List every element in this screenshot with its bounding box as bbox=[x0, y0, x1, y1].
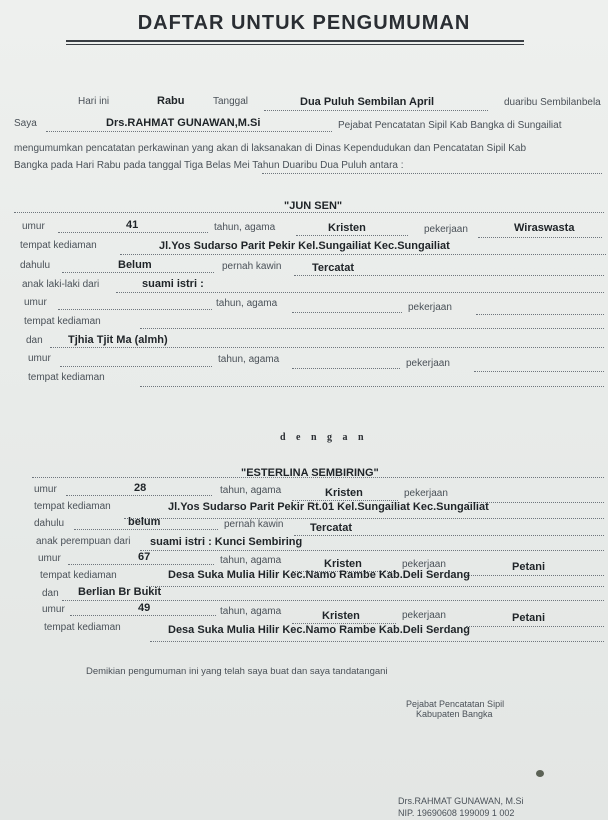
groom-tempat-label: tempat kediaman bbox=[20, 240, 97, 251]
bride-ayah-tahun-agama: tahun, agama bbox=[220, 555, 282, 566]
bride-anak-dari: suami istri : Kunci Sembiring bbox=[150, 536, 303, 548]
groom-dahulu-label: dahulu bbox=[20, 260, 51, 271]
groom-umur-label: umur bbox=[22, 221, 45, 232]
tahun-text: duaribu Sembilanbela bbox=[504, 97, 601, 108]
bride-ibu-tempat-line bbox=[150, 641, 604, 642]
bride-dahulu-label: dahulu bbox=[34, 518, 65, 529]
bride-ibu-line bbox=[62, 600, 604, 601]
dengan-separator: d e n g a n bbox=[280, 432, 368, 443]
bride-ayah-pekerjaan-label: pekerjaan bbox=[402, 559, 446, 570]
header-line2-dots bbox=[262, 173, 602, 174]
signature-nama: Drs.RAHMAT GUNAWAN, M.Si bbox=[398, 796, 524, 806]
header-line2: Bangka pada Hari Rabu pada tanggal Tiga Belas Mei Tahun Duaribu Dua Puluh antara : bbox=[14, 160, 404, 171]
bride-ibu-umur-label: umur bbox=[42, 604, 65, 615]
bride-ayah-agama: Kristen bbox=[324, 558, 362, 570]
hari-value: Rabu bbox=[157, 95, 185, 107]
bride-ibu-tempat: Desa Suka Mulia Hilir Kec.Namo Rambe Kab.Deli Serdang bbox=[168, 624, 470, 636]
bride-dahulu: belum bbox=[128, 516, 161, 528]
document-title: DAFTAR UNTUK PENGUMUMAN bbox=[137, 12, 471, 34]
bride-ibu-tempat-label: tempat kediaman bbox=[44, 622, 121, 633]
groom-anak-label: anak laki-laki dari bbox=[22, 279, 100, 290]
groom-pekerjaan-line bbox=[478, 237, 602, 238]
ink-mark bbox=[536, 770, 544, 777]
bride-status: Tercatat bbox=[310, 522, 352, 534]
groom-name: "JUN SEN" bbox=[284, 200, 343, 212]
pejabat-nama: Drs.RAHMAT GUNAWAN,M.Si bbox=[106, 117, 261, 129]
bride-pernah-label: pernah kawin bbox=[224, 519, 284, 530]
bride-ayah-tempat: Desa Suka Mulia Hilir Kec.Namo Rambe Kab.Deli Serdang bbox=[168, 569, 470, 581]
bride-anak-label: anak perempuan dari bbox=[36, 536, 131, 547]
bride-dan-label: dan bbox=[42, 588, 59, 599]
groom-ayah-tempat-line bbox=[140, 328, 604, 329]
bride-ibu-umur: 49 bbox=[138, 602, 151, 614]
groom-tempat-line bbox=[120, 254, 606, 255]
groom-name-line bbox=[14, 212, 604, 213]
groom-ibu-tahun-agama: tahun, agama bbox=[218, 354, 280, 365]
bride-ibu-pekerjaan: Petani bbox=[512, 612, 546, 624]
groom-pekerjaan-label: pekerjaan bbox=[424, 224, 468, 235]
groom-ayah-tahun-agama: tahun, agama bbox=[216, 298, 278, 309]
bride-ayah-tempat-label: tempat kediaman bbox=[40, 570, 117, 581]
title-underline bbox=[66, 40, 524, 42]
bride-ibu-pekerjaan-label: pekerjaan bbox=[402, 610, 446, 621]
groom-status-line bbox=[294, 275, 604, 276]
groom-ibu-agama-line bbox=[292, 368, 400, 369]
bride-umur: 28 bbox=[134, 482, 147, 494]
bride-tahun-agama: tahun, agama bbox=[220, 485, 282, 496]
bride-umur-line bbox=[66, 495, 212, 496]
bride-tempat-line bbox=[124, 518, 604, 519]
bride-ibu-umur-line bbox=[70, 615, 216, 616]
groom-ayah-umur-line bbox=[58, 309, 212, 310]
groom-ayah-agama-line bbox=[292, 312, 402, 313]
groom-ayah-umur-label: umur bbox=[24, 297, 47, 308]
closing-statement: Demikian pengumuman ini yang telah saya buat dan saya tandatangani bbox=[86, 666, 388, 677]
groom-umur: 41 bbox=[126, 219, 139, 231]
bride-agama: Kristen bbox=[325, 487, 363, 499]
groom-ibu-umur-label: umur bbox=[28, 353, 51, 364]
groom-ayah-pekerjaan-label: pekerjaan bbox=[408, 302, 452, 313]
bride-ayah-tempat-line bbox=[146, 586, 604, 587]
groom-anak-dari: suami istri : bbox=[142, 278, 204, 290]
bride-umur-label: umur bbox=[34, 484, 57, 495]
groom-agama: Kristen bbox=[328, 222, 366, 234]
bride-ayah-pekerjaan: Petani bbox=[512, 561, 546, 573]
groom-tempat: Jl.Yos Sudarso Parit Pekir Kel.Sungailiat Kec.Sungailiat bbox=[159, 240, 450, 252]
groom-dahulu: Belum bbox=[118, 259, 152, 271]
groom-pekerjaan: Wiraswasta bbox=[514, 222, 575, 234]
signature-jabatan1: Pejabat Pencatatan Sipil bbox=[406, 699, 505, 709]
bride-ayah-umur-label: umur bbox=[38, 553, 61, 564]
bride-ayah-umur: 67 bbox=[138, 551, 151, 563]
tanggal-label: Tanggal bbox=[213, 96, 249, 107]
bride-name: "ESTERLINA SEMBIRING" bbox=[241, 467, 379, 479]
signature-jabatan2: Kabupaten Bangka bbox=[416, 709, 493, 719]
bride-ibu: Berlian Br Bukit bbox=[78, 586, 162, 598]
bride-status-line bbox=[294, 535, 604, 536]
groom-dan-label: dan bbox=[26, 335, 43, 346]
tanggal-line bbox=[264, 110, 488, 111]
bride-ibu-agama: Kristen bbox=[322, 610, 360, 622]
groom-ibu-line bbox=[50, 347, 604, 348]
groom-ibu-pekerjaan-line bbox=[474, 371, 604, 372]
groom-umur-line bbox=[58, 232, 208, 233]
pejabat-jabatan: Pejabat Pencatatan Sipil Kab Bangka di Sungailiat bbox=[338, 120, 562, 131]
groom-ayah-pekerjaan-line bbox=[476, 314, 604, 315]
bride-ayah-pekerjaan-line bbox=[466, 575, 604, 576]
groom-dahulu-line bbox=[62, 272, 214, 273]
bride-tempat: Jl.Yos Sudarso Parit Pekir Rt.01 Kel.Sungailiat Kec.Sungailiat bbox=[168, 501, 489, 513]
groom-ayah-tempat-label: tempat kediaman bbox=[24, 316, 101, 327]
title-underline-thin bbox=[66, 44, 524, 45]
tanggal-value: Dua Puluh Sembilan April bbox=[300, 96, 435, 108]
bride-anak-line bbox=[140, 550, 604, 551]
bride-dahulu-line bbox=[74, 529, 218, 530]
header-line1: mengumumkan pencatatan perkawinan yang akan di laksanakan di Dinas Kependudukan dan Pencatatan Sipil Kab bbox=[14, 143, 527, 154]
groom-ibu-tempat-label: tempat kediaman bbox=[28, 372, 105, 383]
bride-ayah-umur-line bbox=[68, 564, 214, 565]
bride-ibu-pekerjaan-line bbox=[466, 626, 604, 627]
groom-ibu: Tjhia Tjit Ma (almh) bbox=[68, 334, 168, 346]
groom-ibu-tempat-line bbox=[140, 386, 604, 387]
hari-label: Hari ini bbox=[78, 96, 110, 107]
groom-tahun-agama: tahun, agama bbox=[214, 222, 276, 233]
bride-tempat-label: tempat kediaman bbox=[34, 501, 111, 512]
bride-ibu-tahun-agama: tahun, agama bbox=[220, 606, 282, 617]
saya-label: Saya bbox=[14, 118, 37, 129]
groom-pernah-label: pernah kawin bbox=[222, 261, 282, 272]
saya-line bbox=[46, 131, 332, 132]
groom-ibu-umur-line bbox=[60, 366, 212, 367]
groom-agama-line bbox=[296, 235, 408, 236]
groom-ibu-pekerjaan-label: pekerjaan bbox=[406, 358, 450, 369]
signature-nip: NIP. 19690608 199009 1 002 bbox=[398, 808, 515, 818]
groom-anak-line bbox=[116, 292, 604, 293]
groom-status: Tercatat bbox=[312, 262, 354, 274]
bride-pekerjaan-label: pekerjaan bbox=[404, 488, 448, 499]
